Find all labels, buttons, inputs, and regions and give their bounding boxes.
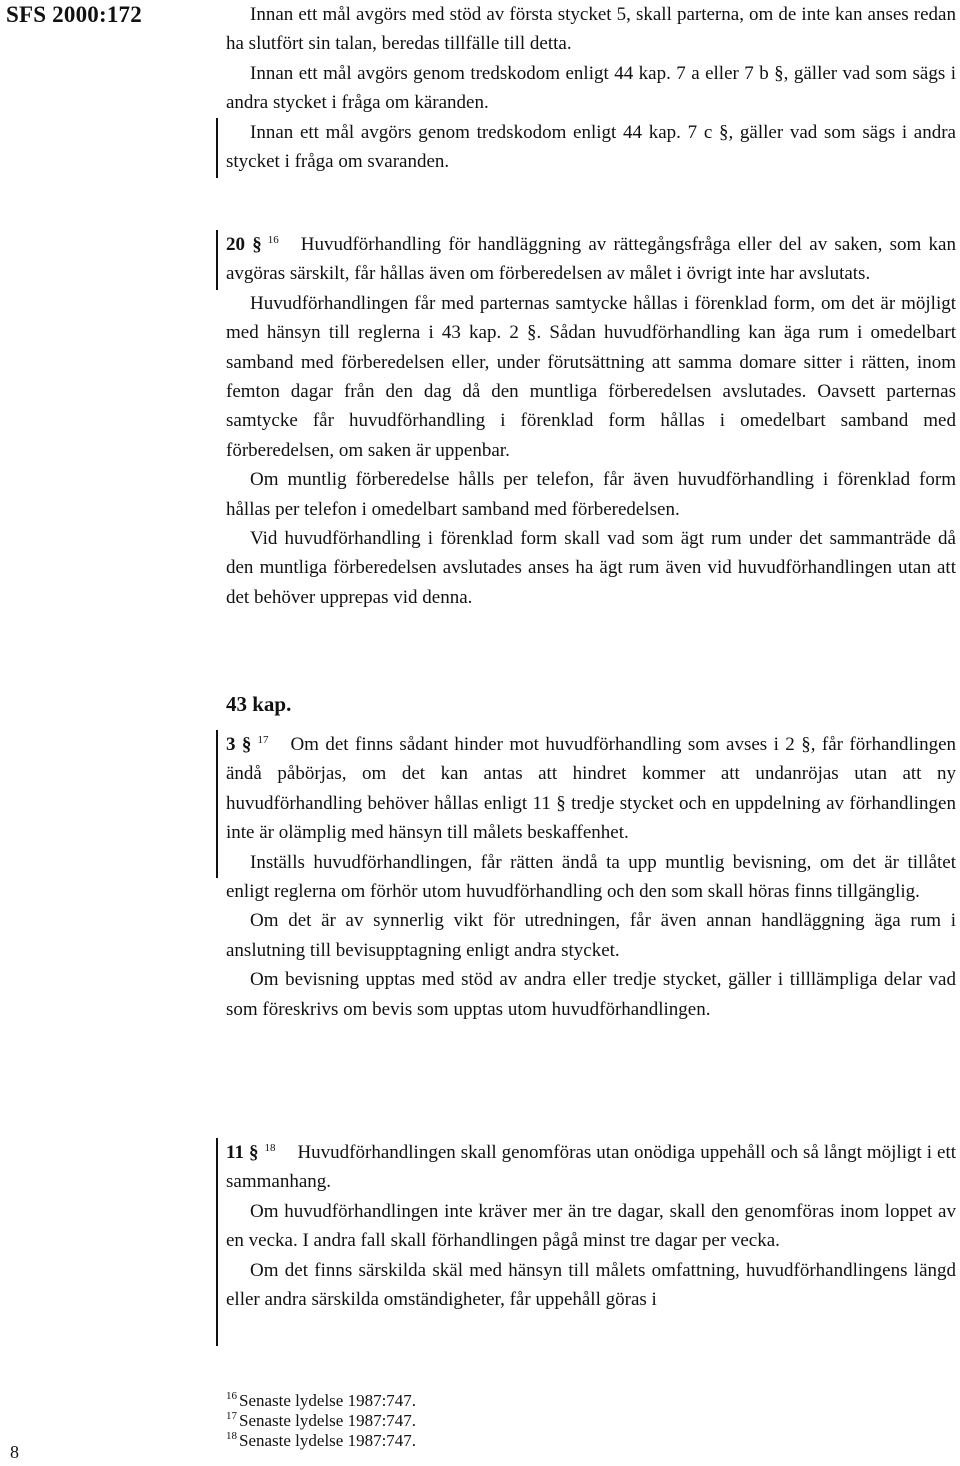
section-11-paragraph-3: Om det finns särskilda skäl med hänsyn till målets omfattning, huvudförhandlingens längd eller andra särskilda omständigheter, får uppehåll göras i bbox=[226, 1259, 956, 1311]
change-bar bbox=[216, 1138, 218, 1346]
footnote: $^{17}$ Senaste lydelse 1987:747. bbox=[226, 1410, 417, 1430]
page-number: 8 bbox=[10, 1442, 19, 1462]
section-11-paragraph-1: 11 § $^{18}$ Huvudförhandlingen skall genomföras utan onödiga uppehåll och så långt möjligt i ett sammanhang. bbox=[226, 1141, 957, 1193]
section-20-paragraph-3: Om muntlig förberedelse hålls per telefon, får även huvudförhandling i förenklad form hållas per telefon i omedelbart samband med förberedelsen. bbox=[226, 469, 956, 520]
footnotes bbox=[226, 1391, 416, 1451]
footnote-ref: 18 bbox=[264, 1141, 276, 1154]
section-20 bbox=[226, 230, 956, 612]
chapter-heading: 43 kap. bbox=[226, 692, 292, 716]
section-number: 11 § bbox=[226, 1142, 259, 1163]
section-3-paragraph-4: Om bevisning upptas med stöd av andra eller tredje stycket, gäller i tilllämpliga delar vad som föreskrivs om bevis som upptas utom huvudförhandlingen. bbox=[226, 969, 956, 1020]
section-11-paragraph-2: Om huvudförhandlingen inte kräver mer än tre dagar, skall den genomföras inom loppet av en vecka. I andra fall skall förhandlingen pågå minst tre dagar per vecka. bbox=[226, 1200, 956, 1252]
footnote: $^{16}$ Senaste lydelse 1987:747. bbox=[226, 1390, 417, 1410]
section-3-paragraph-2: Inställs huvudförhandlingen, får rätten ändå ta upp muntlig bevisning, om det är tillåtet enligt reglerna om förhör utom huvudförhandling och den som skall höras finns tillgänglig. bbox=[226, 851, 956, 903]
change-bar bbox=[216, 730, 218, 878]
section-11 bbox=[226, 1138, 956, 1314]
section-20-paragraph-4: Vid huvudförhandling i förenklad form skall vad som ägt rum under det sammanträde då den muntliga förberedelsen avslutades anses ha ägt rum även vid huvudförhandlingen utan att det behöver upprepas vid denna. bbox=[226, 528, 956, 608]
footnote-ref: 17 bbox=[257, 733, 269, 746]
section-3-paragraph-1: 3 § $^{17}$ Om det finns sådant hinder mot huvudförhandling som avses i 2 §, får förhandlingen ändå påbörjas, om det kan antas att hindret kommer att undanröjas utan att ny huvudförhandling behöver hållas enligt 11 § tredje stycket och en uppdelning av förhandlingen inte är olämplig med hänsyn till målets beskaffenhet. bbox=[226, 733, 957, 844]
intro-paragraph-3: Innan ett mål avgörs genom tredskodom enligt 44 kap. 7 c §, gäller vad som sägs i andra stycket i fråga om svaranden. bbox=[226, 121, 956, 173]
change-bar bbox=[216, 118, 218, 178]
section-number: 3 § bbox=[226, 734, 252, 755]
intro-amended-block bbox=[226, 118, 956, 177]
intro-paragraph-1: Innan ett mål avgörs med stöd av första stycket 5, skall parterna, om de inte kan anses redan ha slutfört sin talan, beredas tillfälle till detta. bbox=[226, 4, 956, 55]
section-20-paragraph-1: 20 § $^{16}$ Huvudförhandling för handläggning av rättegångsfråga eller del av saken, som kan avgöras särskilt, får hållas även om förberedelsen av målet i övrigt inte har avslutats. bbox=[226, 233, 956, 285]
footnote-ref: 16 bbox=[267, 233, 279, 246]
intro-paragraph-2: Innan ett mål avgörs genom tredskodom enligt 44 kap. 7 a eller 7 b §, gäller vad som sägs i andra stycket i fråga om käranden. bbox=[226, 62, 956, 114]
section-20-paragraph-2: Huvudförhandlingen får med parternas samtycke hållas i förenklad form, om det är möjligt med hänsyn till reglerna i 43 kap. 2 §. Sådan huvudförhandling kan äga rum i omedelbart samband med förberedelsen eller, under förutsättning att samma domare sitter i rätten, inom femton dagar från den dag då den muntliga förberedelsen avslutades. Oavsett parternas samtycke får huvudförhandling i förenklad form hållas i omedelbart samband med förberedelsen, om saken är uppenbar. bbox=[226, 292, 956, 461]
footnote: $^{18}$ Senaste lydelse 1987:747. bbox=[226, 1430, 417, 1450]
section-3-paragraph-3: Om det är av synnerlig vikt för utredningen, får även annan handläggning äga rum i anslutning till bevisupptagning enligt andra stycket. bbox=[226, 910, 956, 961]
section-number: 20 § bbox=[226, 234, 262, 255]
section-3 bbox=[226, 730, 956, 1024]
sfs-number: SFS 2000:172 bbox=[6, 2, 142, 27]
intro-block bbox=[226, 0, 956, 176]
change-bar bbox=[216, 230, 218, 290]
